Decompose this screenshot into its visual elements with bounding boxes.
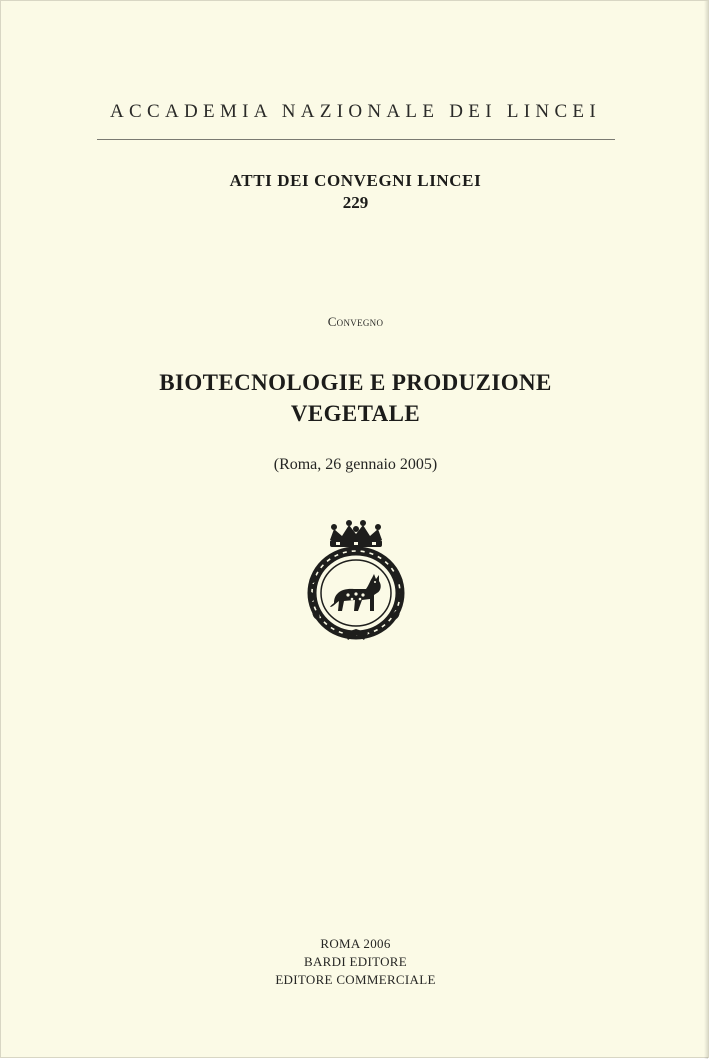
page-edge-shadow [704,1,708,1059]
imprint-place-year: ROMA 2006 [320,936,391,951]
publisher-imprint [1,935,709,989]
series-title: ATTI DEI CONVEGNI LINCEI [229,171,482,190]
lynx-crest-emblem-icon [300,519,412,643]
place-date: (Roma, 26 gennaio 2005) [273,456,438,473]
imprint-publisher: BARDI EDITORE [304,954,407,969]
lynx-icon [330,574,381,611]
book-title-line-2: VEGETALE [290,401,421,426]
header-divider [97,139,615,140]
event-type-label: Convegno [327,314,384,329]
series-number: 229 [342,193,369,212]
book-title-line-1: BIOTECNOLOGIE E PRODUZIONE [159,370,552,395]
imprint-publisher-note: EDITORE COMMERCIALE [275,972,436,987]
book-title [1,367,709,429]
crown-icon [330,520,382,547]
institution-name: ACCADEMIA NAZIONALE DEI LINCEI [110,101,601,122]
